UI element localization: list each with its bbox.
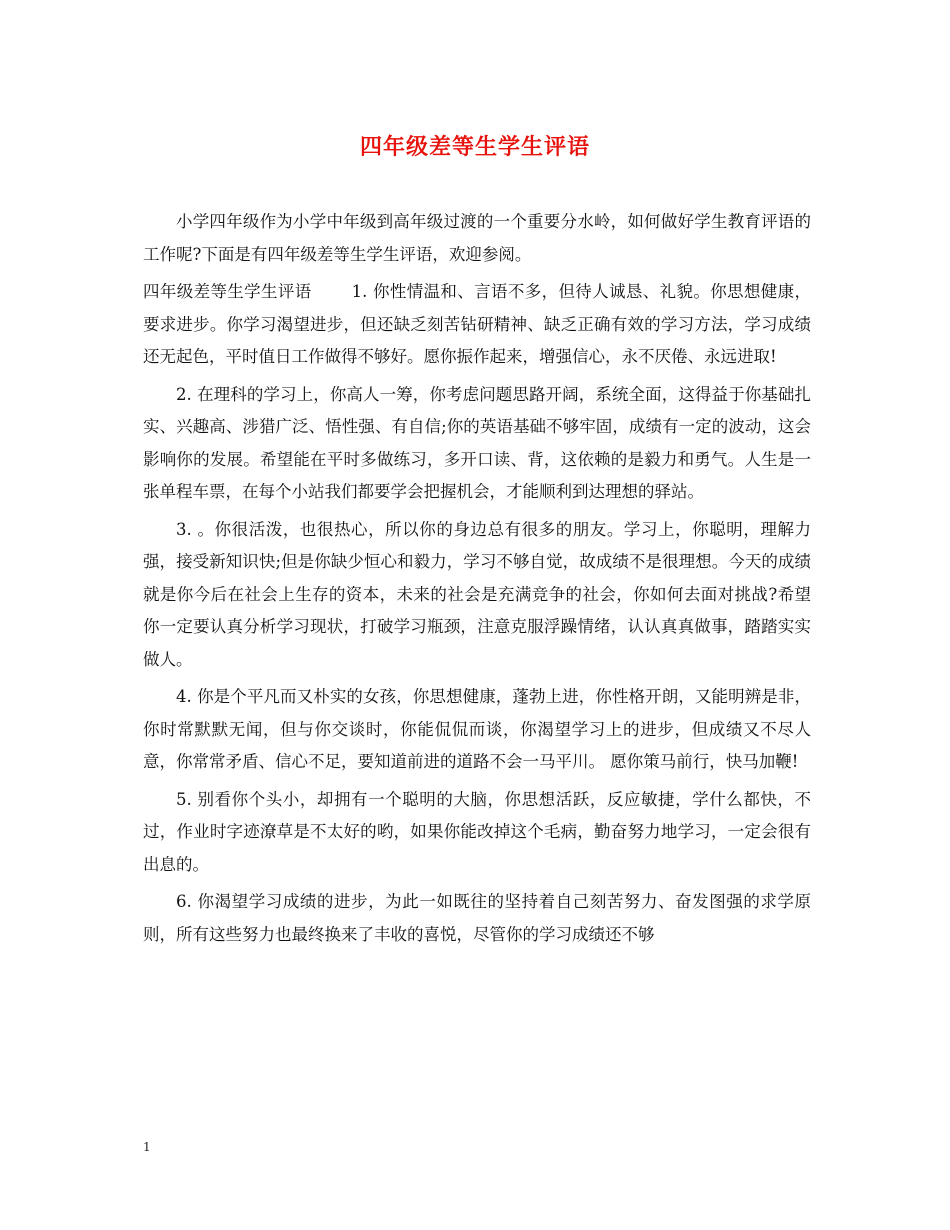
comment-paragraph-4: 4. 你是个平凡而又朴实的女孩，你思想健康，蓬勃上进，你性格开朗，又能明辨是非，你时常默默无闻，但与你交谈时，你能侃侃而谈，你渴望学习上的进步，但成绩又不尽人意，你常常矛盾、信心不足，要知道前进的道路不会一马平川。 愿你策马前行，快马加鞭! bbox=[143, 687, 811, 771]
comment-paragraph-3: 3. 。你很活泼，也很热心，所以你的身边总有很多的朋友。学习上，你聪明，理解力强，接受新知识快;但是你缺少恒心和毅力，学习不够自觉，故成绩不是很理想。今天的成绩就是你今后在社会上生存的资本，未来的社会是充满竞争的社会，你如何去面对挑战?希望你一定要认真分析学习现状，打破学习瓶颈，注意克服浮躁情绪，认认真真做事，踏踏实实做人。 bbox=[143, 519, 811, 669]
comment-paragraph-1 bbox=[143, 276, 811, 374]
section-heading: 四年级差等生学生评语 bbox=[143, 282, 312, 301]
document-body bbox=[143, 206, 811, 956]
comment-paragraph-5: 5. 别看你个头小，却拥有一个聪明的大脑，你思想活跃，反应敏捷，学什么都快，不过，作业时字迹潦草是不太好的哟，如果你能改掉这个毛病，勤奋努力地学习，一定会很有出息的。 bbox=[143, 789, 811, 874]
intro-paragraph: 小学四年级作为小学中年级到高年级过渡的一个重要分水岭，如何做好学生教育评语的工作呢?下面是有四年级差等生学生评语，欢迎参阅。 bbox=[143, 212, 811, 264]
comment-paragraph-2: 2. 在理科的学习上，你高人一筹，你考虑问题思路开阔，系统全面，这得益于你基础扎实、兴趣高、涉猎广泛、悟性强、有自信;你的英语基础不够牢固，成绩有一定的波动，这会影响你的发展。希望能在平时多做练习，多开口读、背，这依赖的是毅力和勇气。人生是一张单程车票，在每个小站我们都要学会把握机会，才能顺利到达理想的驿站。 bbox=[143, 384, 811, 501]
comment-paragraph-6: 6. 你渴望学习成绩的进步，为此一如既往的坚持着自己刻苦努力、奋发图强的求学原则，所有这些努力也最终换来了丰收的喜悦，尽管你的学习成绩还不够 bbox=[143, 892, 811, 944]
document-title: 四年级差等生学生评语 bbox=[359, 134, 590, 160]
page-number: 1 bbox=[143, 1140, 151, 1154]
comment-1-text: 1. 你性情温和、言语不多，但待人诚恳、礼貌。你思想健康，要求进步。你学习渴望进步，但还缺乏刻苦钻研精神、缺乏正确有效的学习方法，学习成绩还无起色，平时值日工作做得不够好。愿你振作起来，增强信心，永不厌倦、永远进取! bbox=[143, 282, 812, 366]
